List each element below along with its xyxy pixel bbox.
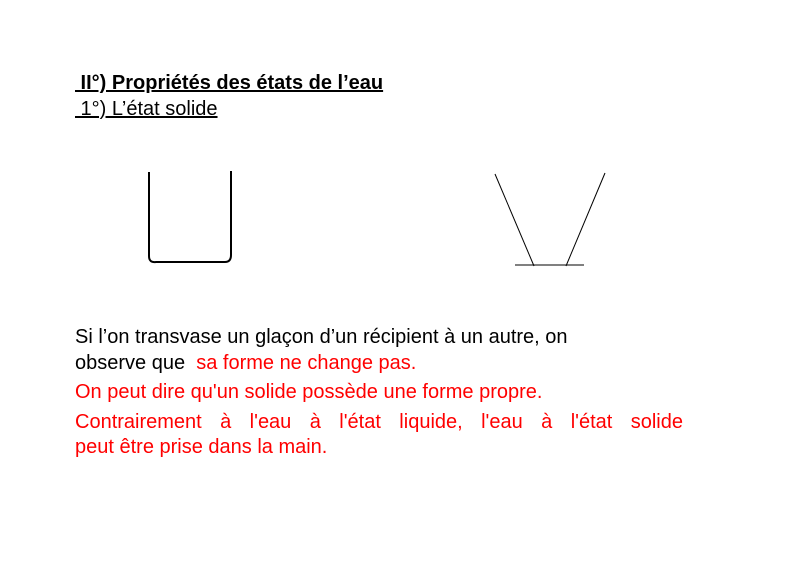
contrast-line-2: peut être prise dans la main. xyxy=(75,436,328,458)
beaker-drawing xyxy=(149,171,231,262)
observation-line-1: Si l’on transvase un glaçon d’un récipient à un autre, on xyxy=(75,326,568,348)
contrast-line-1: Contrairement à l'eau à l'état liquide, l'eau à l'état solide xyxy=(75,411,683,433)
observation-line-2 xyxy=(75,352,416,375)
conclusion-text: On peut dire qu'un solide possède une forme propre. xyxy=(75,381,543,403)
observation-prefix: observe que xyxy=(75,352,186,374)
section-heading: II°) Propriétés des états de l’eau xyxy=(75,72,384,94)
conical-glass-drawing xyxy=(495,173,605,266)
observation-answer: sa forme ne change pas. xyxy=(196,352,417,374)
subsection-heading: 1°) L’état solide xyxy=(75,98,218,120)
